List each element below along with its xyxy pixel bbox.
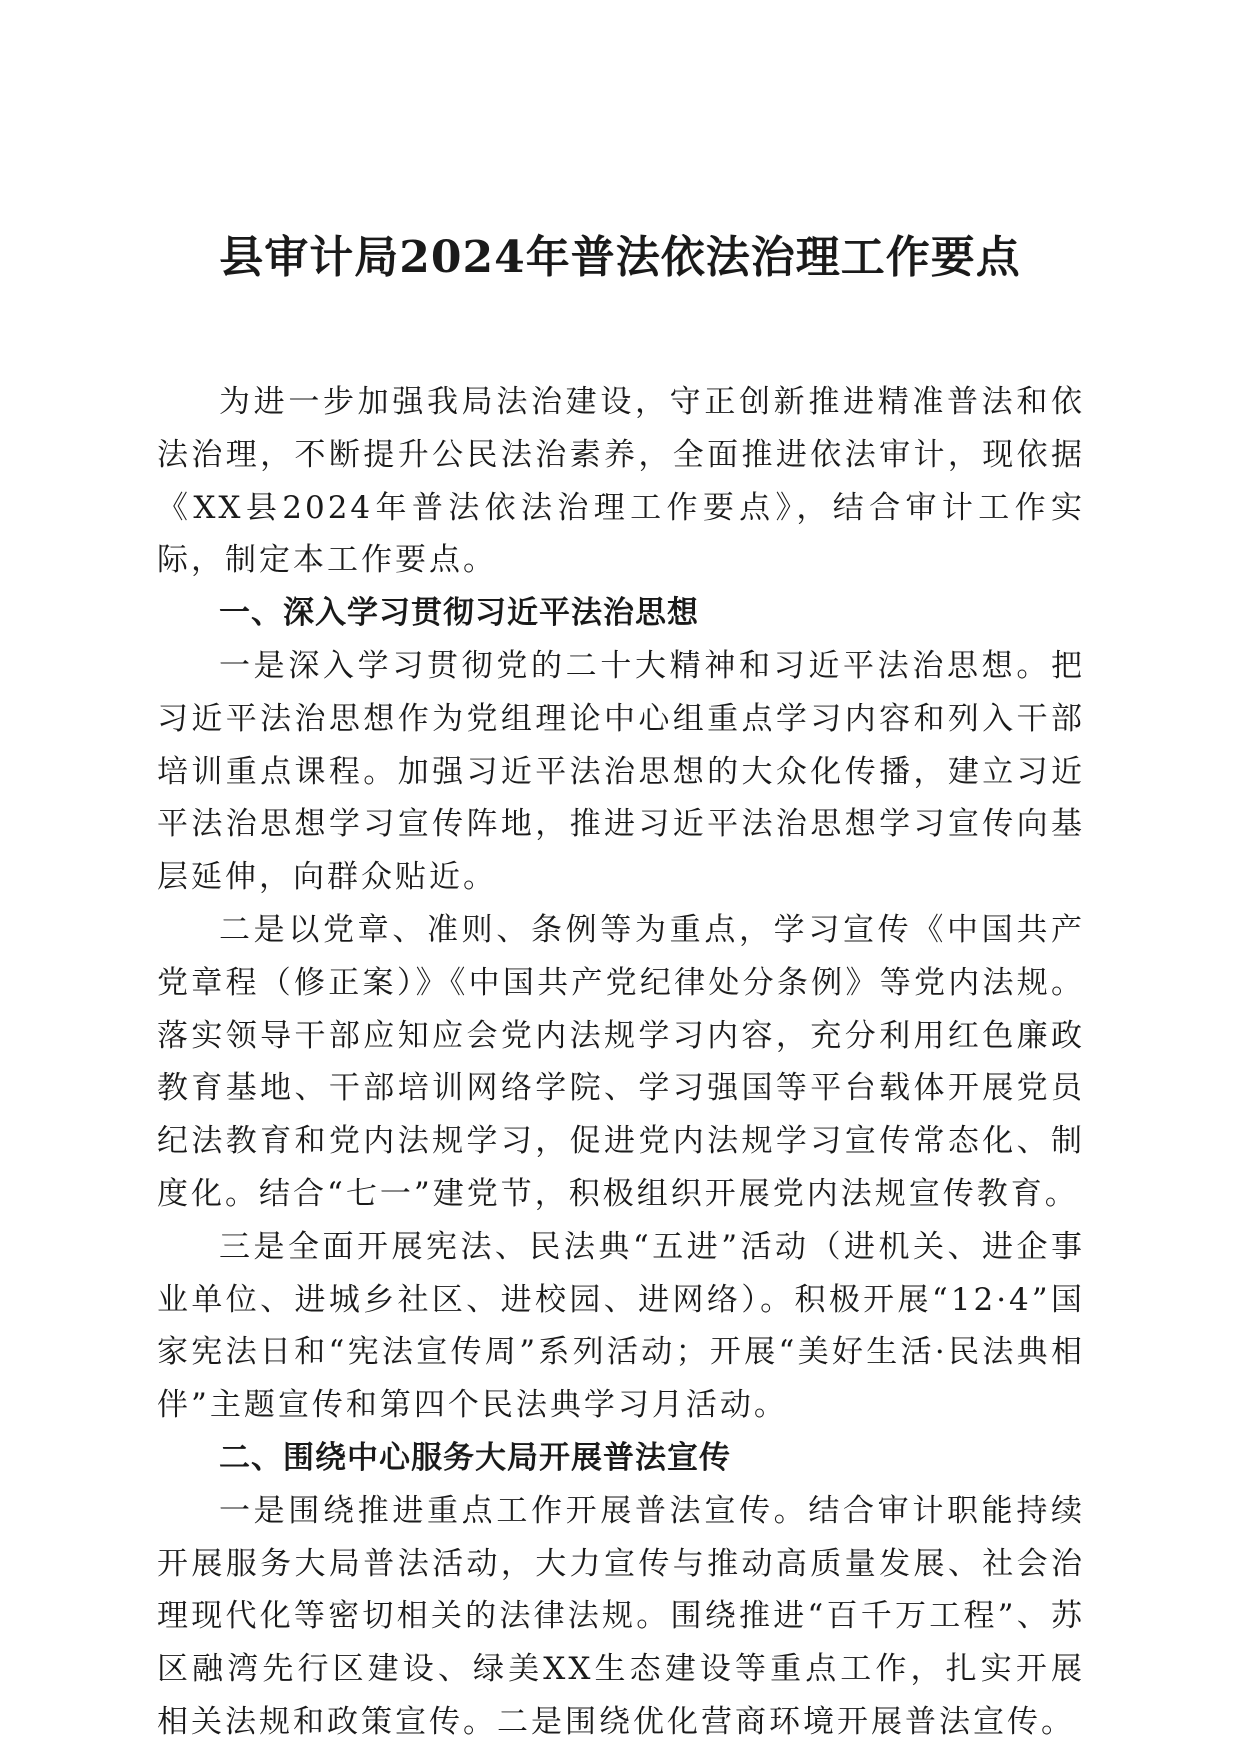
document-title: 县审计局2024年普法依法治理工作要点	[219, 232, 1021, 283]
section1-paragraph-2: 二是以党章、准则、条例等为重点，学习宣传《中国共产党章程（修正案）》《中国共产党纪律处分条例》等党内法规。落实领导干部应知应会党内法规学习内容，充分利用红色廉政教育基地、干部培训网络学院、学习强国等平台载体开展党员纪法教育和党内法规学习，促进党内法规学习宣传常态化、制度化。结合“七一”建党节，积极组织开展党内法规宣传教育。	[157, 911, 1085, 1212]
section2-paragraph-1: 一是围绕推进重点工作开展普法宣传。结合审计职能持续开展服务大局普法活动，大力宣传与推动高质量发展、社会治理现代化等密切相关的法律法规。围绕推进“百千万工程”、苏区融湾先行区建设、绿美XX生态建设等重点工作，扎实开展相关法规和政策宣传。二是围绕优化营商环境开展普法宣传。	[157, 1492, 1085, 1740]
document-body	[157, 376, 1085, 1749]
section-heading-1: 一、深入学习贯彻习近平法治思想	[219, 595, 699, 632]
section-heading-2: 二、围绕中心服务大局开展普法宣传	[219, 1439, 731, 1476]
intro-paragraph: 为进一步加强我局法治建设，守正创新推进精准普法和依法治理，不断提升公民法治素养，全面推进依法审计，现依据《XX县2024年普法依法治理工作要点》，结合审计工作实际，制定本工作要点。	[157, 384, 1085, 579]
section1-paragraph-3: 三是全面开展宪法、民法典“五进”活动（进机关、进企事业单位、进城乡社区、进校园、进网络）。积极开展“12·4”国家宪法日和“宪法宣传周”系列活动；开展“美好生活·民法典相伴”主题宣传和第四个民法典学习月活动。	[157, 1228, 1085, 1424]
section1-paragraph-1: 一是深入学习贯彻党的二十大精神和习近平法治思想。把习近平法治思想作为党组理论中心组重点学习内容和列入干部培训重点课程。加强习近平法治思想的大众化传播，建立习近平法治思想学习宣传阵地，推进习近平法治思想学习宣传向基层延伸，向群众贴近。	[157, 647, 1085, 896]
